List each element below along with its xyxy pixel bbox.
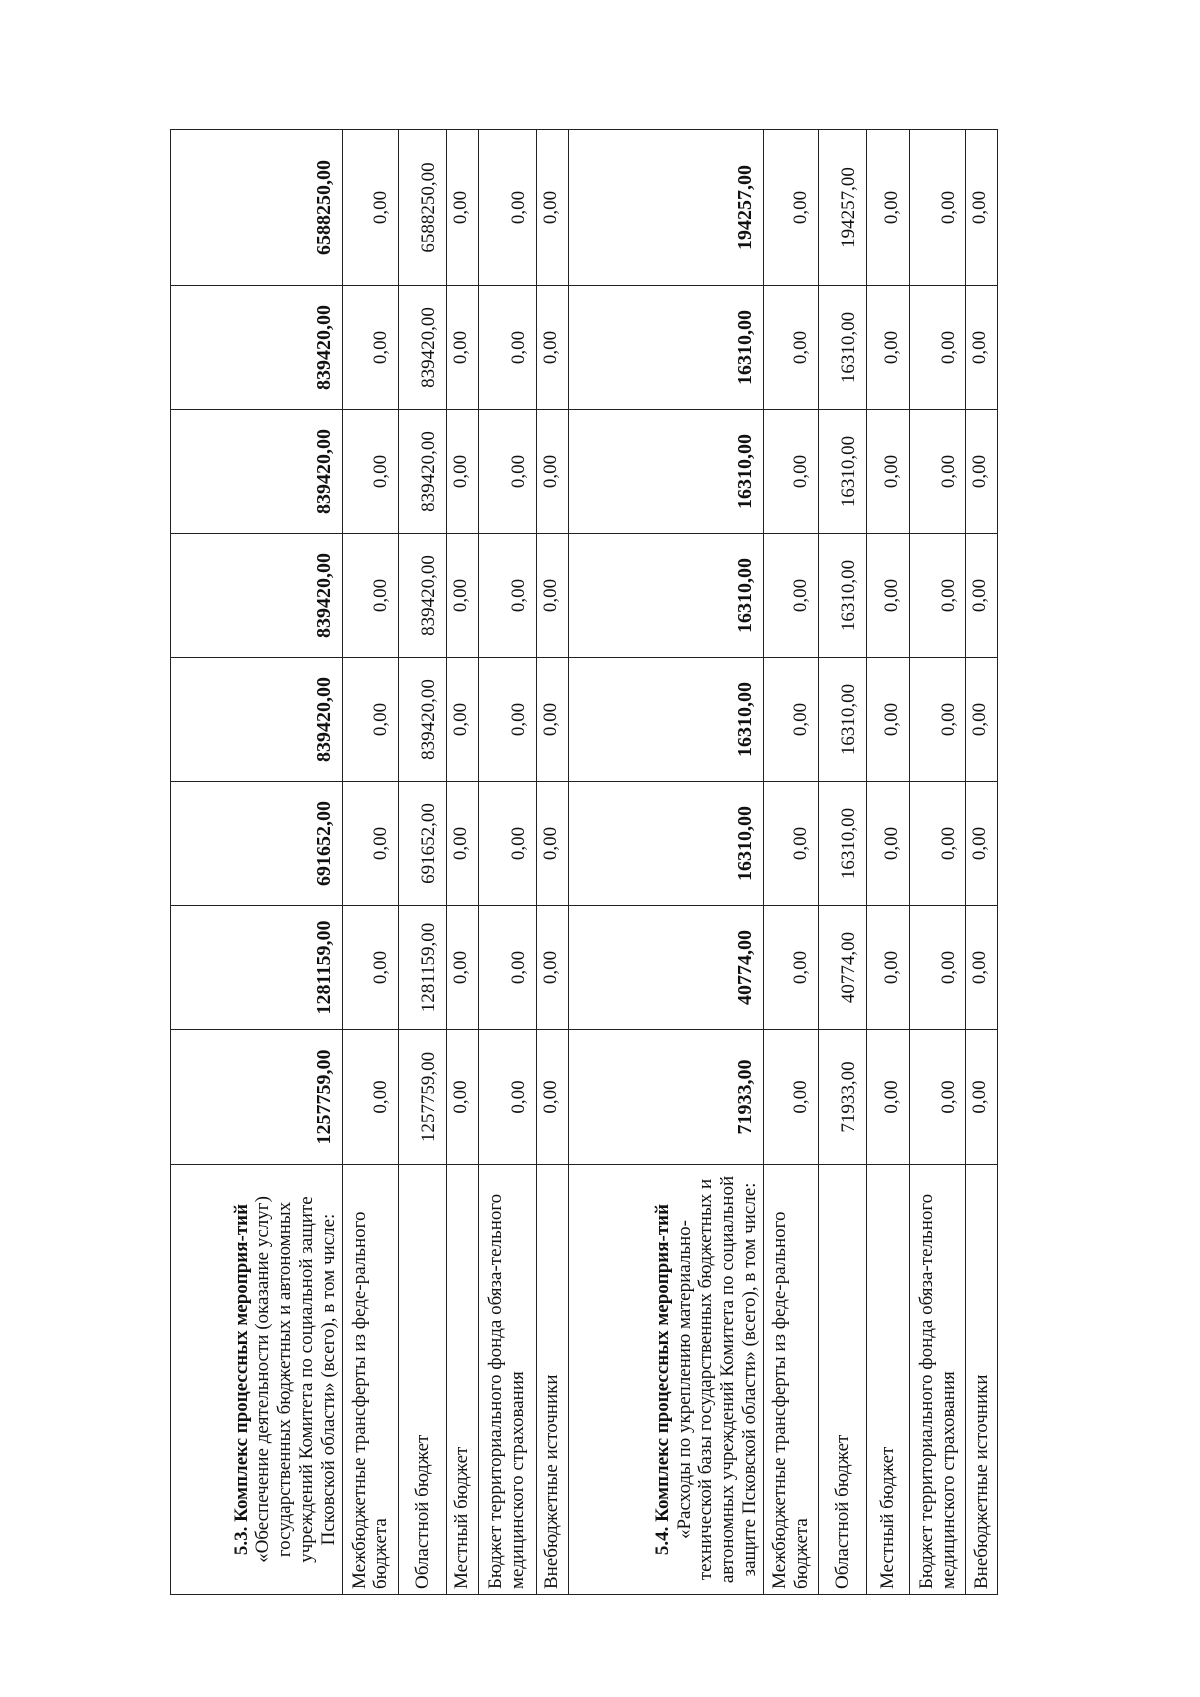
amount-cell: 0,00 xyxy=(763,782,818,906)
amount-cell: 0,00 xyxy=(447,782,479,906)
amount-cell: 0,00 xyxy=(342,906,398,1030)
amount-cell: 0,00 xyxy=(966,658,998,782)
amount-cell: 0,00 xyxy=(966,906,998,1030)
table-row xyxy=(399,130,447,1595)
amount-cell: 40774,00 xyxy=(819,906,867,1030)
section-total-cell: 16310,00 xyxy=(568,534,763,658)
amount-cell: 691652,00 xyxy=(399,782,447,906)
section-title: 5.3. Комплекс процессных мероприя-тий xyxy=(230,1203,252,1556)
rotated-page xyxy=(170,130,998,1595)
amount-cell: 0,00 xyxy=(536,130,568,286)
section-total-cell: 194257,00 xyxy=(568,130,763,286)
table-row xyxy=(342,130,398,1595)
amount-cell: 0,00 xyxy=(763,534,818,658)
amount-cell: 0,00 xyxy=(763,130,818,286)
amount-cell: 0,00 xyxy=(478,906,536,1030)
amount-cell: 0,00 xyxy=(867,782,910,906)
amount-cell: 0,00 xyxy=(342,534,398,658)
section-total-cell: 1257759,00 xyxy=(171,1030,343,1165)
amount-cell: 0,00 xyxy=(536,782,568,906)
funding-source-label: Местный бюджет xyxy=(447,1165,479,1595)
amount-cell: 0,00 xyxy=(910,906,966,1030)
amount-cell: 0,00 xyxy=(478,1030,536,1165)
amount-cell: 0,00 xyxy=(966,130,998,286)
amount-cell: 0,00 xyxy=(342,1030,398,1165)
funding-source-label: Межбюджетные трансферты из феде-рального бюджета xyxy=(342,1165,398,1595)
section-total-cell: 839420,00 xyxy=(171,534,343,658)
amount-cell: 0,00 xyxy=(536,410,568,534)
amount-cell: 0,00 xyxy=(447,906,479,1030)
section-header-row xyxy=(171,130,343,1595)
amount-cell: 0,00 xyxy=(763,658,818,782)
amount-cell: 0,00 xyxy=(447,410,479,534)
amount-cell: 0,00 xyxy=(867,534,910,658)
table-row xyxy=(819,130,867,1595)
table-row xyxy=(478,130,536,1595)
amount-cell: 16310,00 xyxy=(819,410,867,534)
amount-cell: 0,00 xyxy=(342,658,398,782)
amount-cell: 194257,00 xyxy=(819,130,867,286)
amount-cell: 0,00 xyxy=(478,658,536,782)
amount-cell: 0,00 xyxy=(867,130,910,286)
section-total-cell: 16310,00 xyxy=(568,410,763,534)
table-row xyxy=(536,130,568,1595)
amount-cell: 0,00 xyxy=(478,782,536,906)
amount-cell: 0,00 xyxy=(867,1030,910,1165)
amount-cell: 1257759,00 xyxy=(399,1030,447,1165)
amount-cell: 0,00 xyxy=(867,286,910,410)
amount-cell: 0,00 xyxy=(910,286,966,410)
section-total-cell: 6588250,00 xyxy=(171,130,343,286)
table-row xyxy=(867,130,910,1595)
section-total-cell: 16310,00 xyxy=(568,658,763,782)
section-total-cell: 40774,00 xyxy=(568,906,763,1030)
budget-table xyxy=(170,129,998,1595)
amount-cell: 1281159,00 xyxy=(399,906,447,1030)
amount-cell: 0,00 xyxy=(342,130,398,286)
section-total-cell: 839420,00 xyxy=(171,658,343,782)
section-total-cell: 16310,00 xyxy=(568,782,763,906)
amount-cell: 0,00 xyxy=(536,286,568,410)
table-row xyxy=(447,130,479,1595)
table-row xyxy=(910,130,966,1595)
section-total-cell: 839420,00 xyxy=(171,286,343,410)
amount-cell: 0,00 xyxy=(536,1030,568,1165)
funding-source-label: Внебюджетные источники xyxy=(536,1165,568,1595)
amount-cell: 0,00 xyxy=(447,1030,479,1165)
amount-cell: 0,00 xyxy=(763,906,818,1030)
amount-cell: 16310,00 xyxy=(819,534,867,658)
amount-cell: 16310,00 xyxy=(819,658,867,782)
amount-cell: 0,00 xyxy=(447,658,479,782)
amount-cell: 0,00 xyxy=(342,410,398,534)
amount-cell: 0,00 xyxy=(342,286,398,410)
amount-cell: 0,00 xyxy=(763,286,818,410)
amount-cell: 0,00 xyxy=(966,1030,998,1165)
amount-cell: 0,00 xyxy=(910,534,966,658)
amount-cell: 0,00 xyxy=(966,782,998,906)
section-title: 5.4. Комплекс процессных мероприя-тий xyxy=(651,1203,673,1556)
section-total-cell: 839420,00 xyxy=(171,410,343,534)
amount-cell: 0,00 xyxy=(910,782,966,906)
section-title-cell xyxy=(568,1165,763,1595)
amount-cell: 839420,00 xyxy=(399,410,447,534)
amount-cell: 0,00 xyxy=(478,534,536,658)
section-description: «Обеспечение деятельности (оказание услуг) государственных бюджетных и автономных учреждений Комитета по социальной защите Псковской области» (всего), в том числе: xyxy=(252,1196,339,1563)
amount-cell: 0,00 xyxy=(536,906,568,1030)
amount-cell: 0,00 xyxy=(478,130,536,286)
amount-cell: 0,00 xyxy=(867,658,910,782)
amount-cell: 839420,00 xyxy=(399,534,447,658)
amount-cell: 0,00 xyxy=(763,1030,818,1165)
amount-cell: 0,00 xyxy=(867,410,910,534)
amount-cell: 0,00 xyxy=(763,410,818,534)
funding-source-label: Внебюджетные источники xyxy=(966,1165,998,1595)
amount-cell: 6588250,00 xyxy=(399,130,447,286)
amount-cell: 0,00 xyxy=(447,286,479,410)
amount-cell: 0,00 xyxy=(910,410,966,534)
amount-cell: 0,00 xyxy=(910,130,966,286)
amount-cell: 16310,00 xyxy=(819,286,867,410)
section-total-cell: 691652,00 xyxy=(171,782,343,906)
amount-cell: 0,00 xyxy=(536,658,568,782)
section-title-cell xyxy=(171,1165,343,1595)
amount-cell: 839420,00 xyxy=(399,658,447,782)
section-description: «Расходы по укреплению материально-технической базы государственных бюджетных и автономных учреждений Комитета по социальной защите Псковской области» (всего), в том числе: xyxy=(673,1175,761,1584)
table-row xyxy=(966,130,998,1595)
section-header-row xyxy=(568,130,763,1595)
amount-cell: 0,00 xyxy=(478,410,536,534)
amount-cell: 0,00 xyxy=(910,1030,966,1165)
amount-cell: 0,00 xyxy=(867,906,910,1030)
amount-cell: 0,00 xyxy=(910,658,966,782)
funding-source-label: Межбюджетные трансферты из феде-рального бюджета xyxy=(763,1165,818,1595)
amount-cell: 0,00 xyxy=(447,130,479,286)
amount-cell: 16310,00 xyxy=(819,782,867,906)
table-row xyxy=(763,130,818,1595)
amount-cell: 0,00 xyxy=(966,286,998,410)
funding-source-label: Областной бюджет xyxy=(819,1165,867,1595)
amount-cell: 71933,00 xyxy=(819,1030,867,1165)
funding-source-label: Областной бюджет xyxy=(399,1165,447,1595)
amount-cell: 0,00 xyxy=(478,286,536,410)
section-total-cell: 71933,00 xyxy=(568,1030,763,1165)
amount-cell: 0,00 xyxy=(536,534,568,658)
funding-source-label: Местный бюджет xyxy=(867,1165,910,1595)
amount-cell: 0,00 xyxy=(447,534,479,658)
section-total-cell: 16310,00 xyxy=(568,286,763,410)
section-total-cell: 1281159,00 xyxy=(171,906,343,1030)
amount-cell: 0,00 xyxy=(966,534,998,658)
funding-source-label: Бюджет территориального фонда обяза-тельного медицинского страхования xyxy=(910,1165,966,1595)
amount-cell: 839420,00 xyxy=(399,286,447,410)
amount-cell: 0,00 xyxy=(342,782,398,906)
amount-cell: 0,00 xyxy=(966,410,998,534)
funding-source-label: Бюджет территориального фонда обяза-тельного медицинского страхования xyxy=(478,1165,536,1595)
